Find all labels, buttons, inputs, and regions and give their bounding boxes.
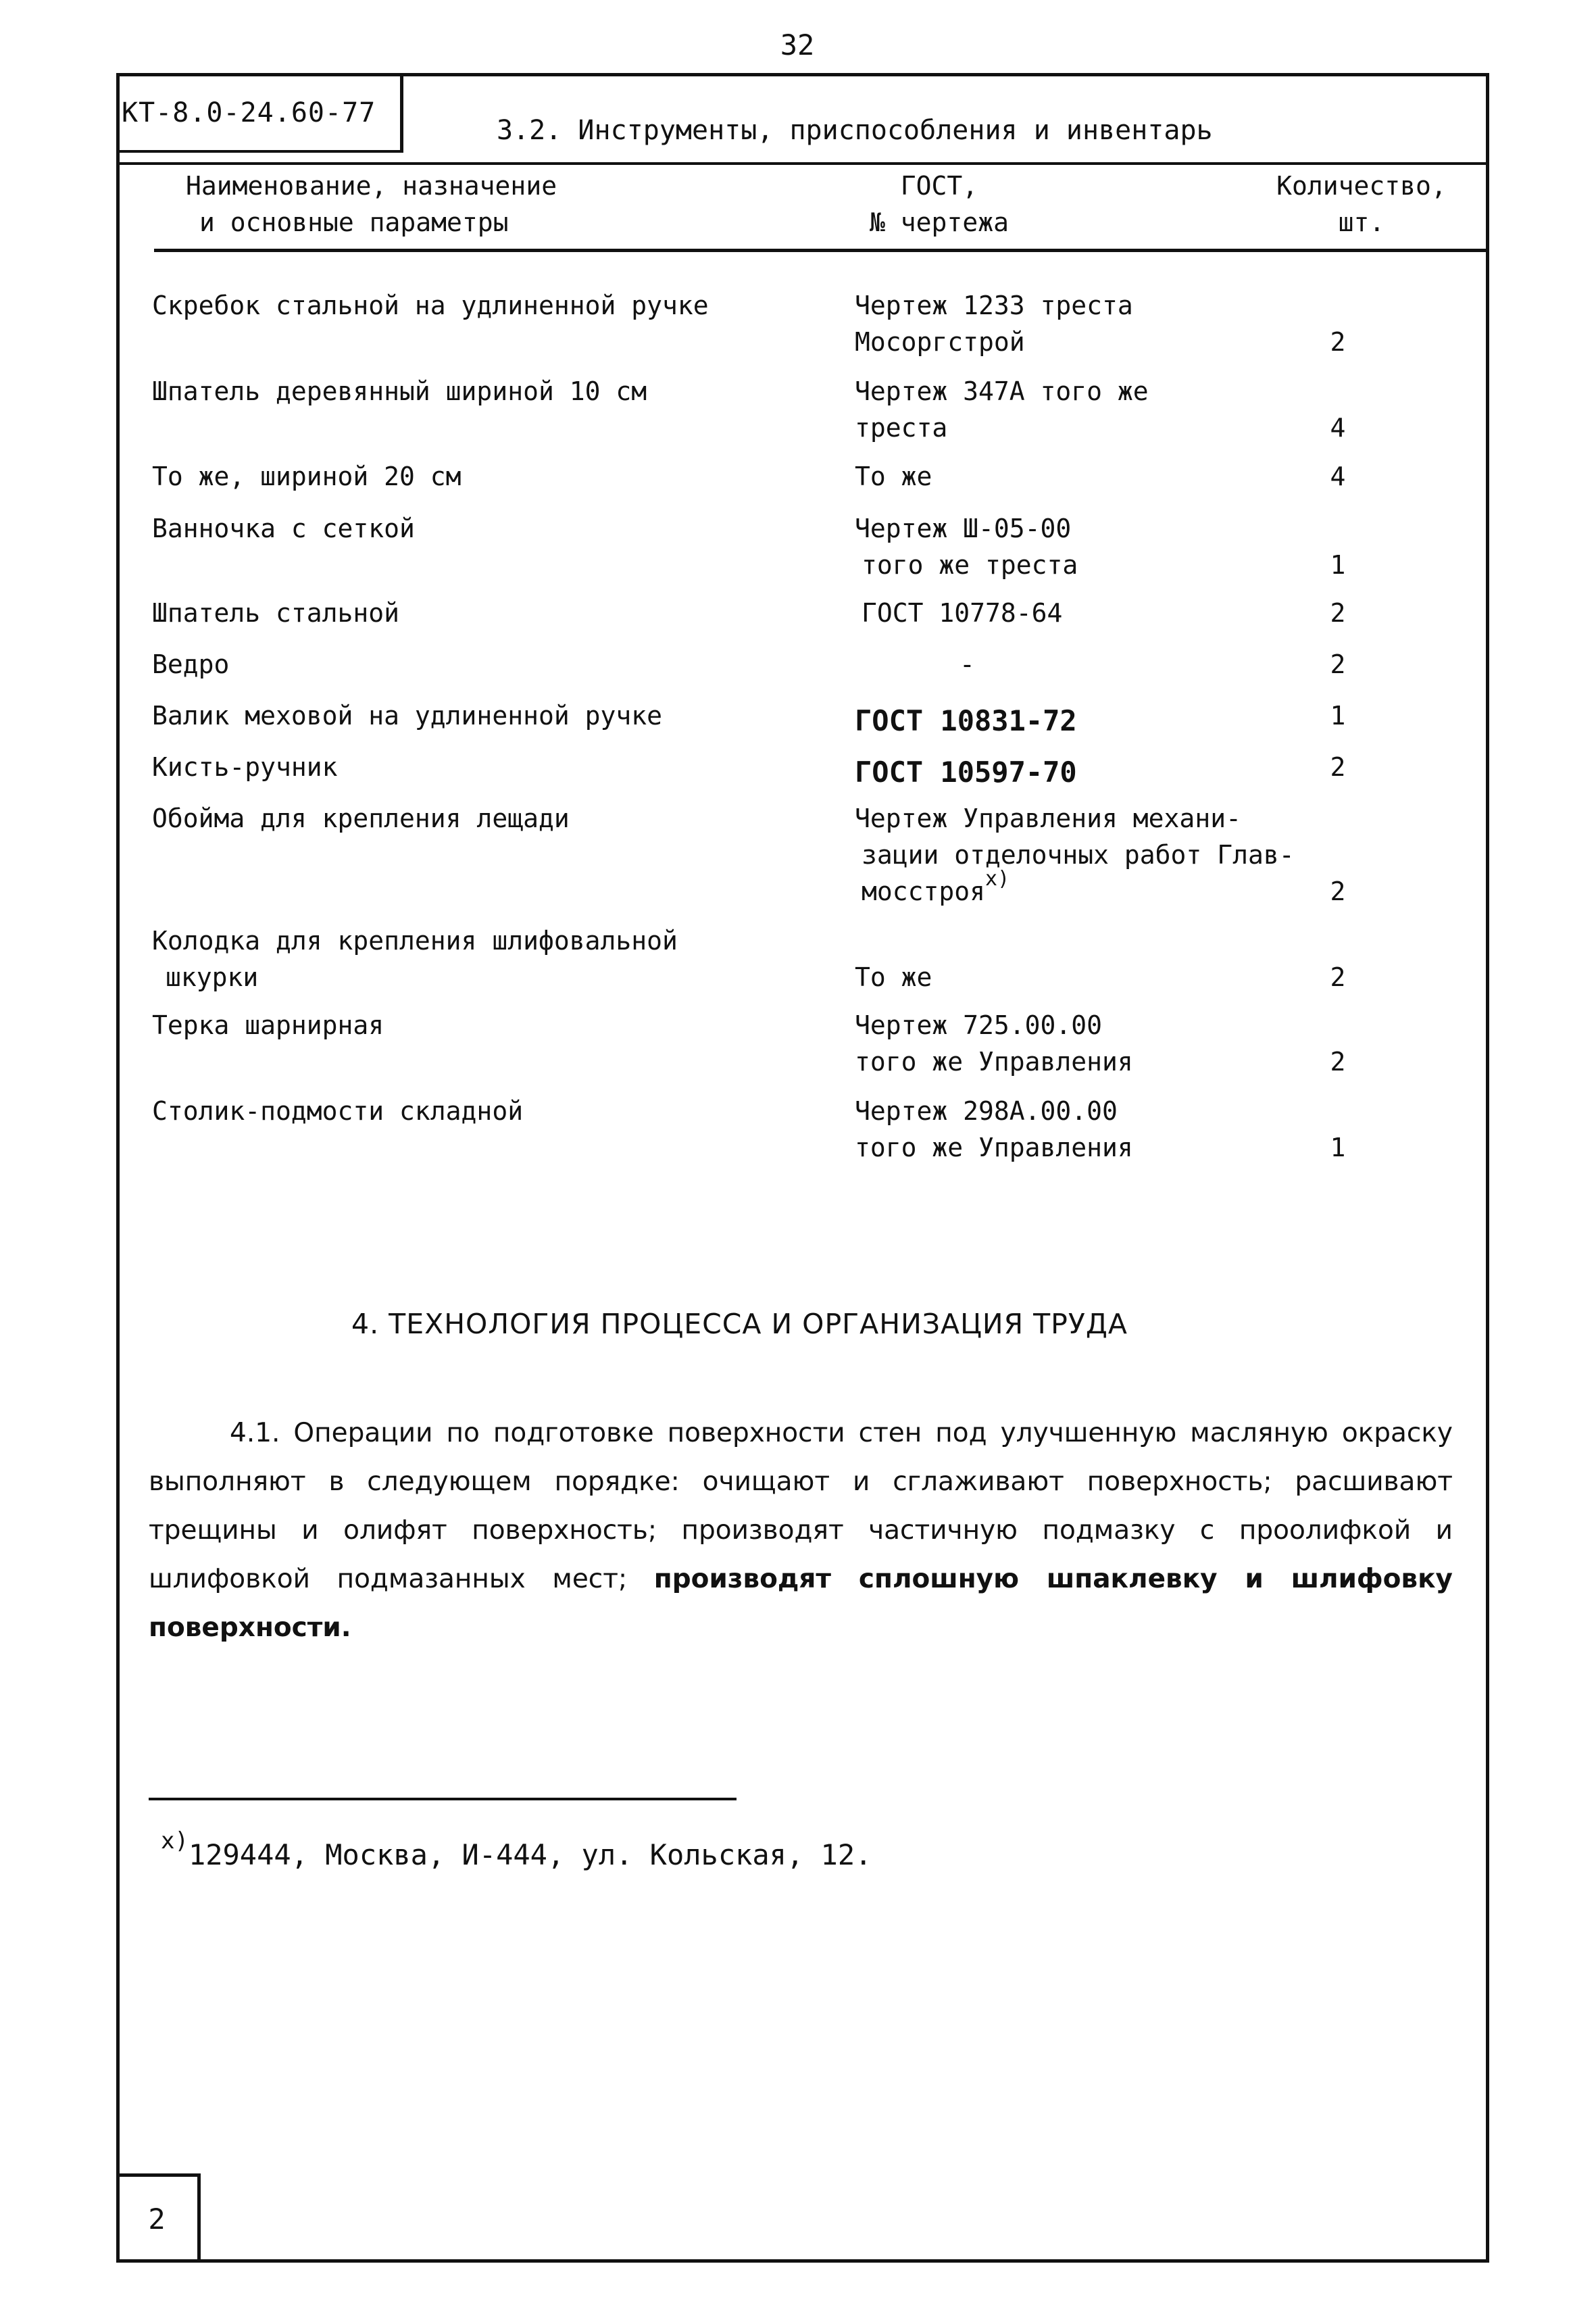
table-row-gost: То же: [855, 962, 932, 992]
table-row-name: Обойма для крепления лещади: [152, 804, 570, 833]
table-row-name: Скребок стальной на удлиненной ручке: [152, 291, 709, 320]
table-row-name: Ванночка с сеткой: [152, 514, 415, 543]
table-row-qty: 2: [1330, 598, 1346, 628]
table-row-qty: 2: [1330, 649, 1346, 679]
table-row-gost: То же: [855, 462, 932, 491]
table-row-gost: Чертеж 725.00.00 того же Управления: [855, 1010, 1133, 1077]
table-row-qty: 4: [1330, 413, 1346, 443]
document-code: КТ-8.0-24.60-77: [116, 73, 403, 153]
table-row-gost: Чертеж 347А того же треста: [855, 376, 1149, 443]
table-row-qty: 1: [1330, 550, 1346, 580]
footnote-marker: х): [161, 1827, 189, 1854]
column-header-name: Наименование, назначение и основные параметры: [186, 171, 557, 237]
section-4-heading: 4. ТЕХНОЛОГИЯ ПРОЦЕССА И ОРГАНИЗАЦИЯ ТРУДА: [351, 1308, 1128, 1340]
title-block-divider: [116, 162, 1489, 165]
table-row-qty: 2: [1330, 962, 1346, 992]
paragraph-text: 4.1. Операции по подготовке поверхности стен под улучшенную масляную окраску выполняют в следующем порядке: очищают и сглаживают поверхность; расшивают трещины и олифят поверхность; производят частичную подмазку с проолифкой и шлифовкой подмазанных мест;: [149, 1418, 1453, 1594]
footnote: [161, 1827, 872, 1871]
table-row-qty: 4: [1330, 462, 1346, 491]
table-row-qty: 1: [1330, 701, 1346, 731]
table-row-name: Шпатель деревянный шириной 10 см: [152, 376, 647, 406]
table-row-name: Колодка для крепления шлифовальной шкурки: [152, 926, 678, 992]
table-row-gost: Чертеж 1233 треста Мосоргстрой: [855, 291, 1133, 357]
table-row-gost: Чертеж Ш-05-00 того же треста: [855, 514, 1078, 580]
table-row-name: Валик меховой на удлиненной ручке: [152, 701, 662, 731]
table-row-gost: ГОСТ 10778-64: [862, 598, 1063, 628]
table-row-qty: 2: [1330, 752, 1346, 782]
table-row-qty: 2: [1330, 1047, 1346, 1077]
table-row-gost: Чертеж Управления механи- зации отделочных работ Глав- мосстроя$^{х)}$: [855, 804, 1295, 906]
table-row-gost: ГОСТ 10597-70: [855, 756, 1077, 789]
table-row-qty: 2: [1330, 877, 1346, 906]
table-row-name: Терка шарнирная: [152, 1010, 384, 1040]
table-header-rule: [154, 249, 1487, 252]
table-row-qty: 1: [1330, 1133, 1346, 1162]
column-header-quantity: Количество, шт.: [1276, 171, 1447, 237]
table-row-gost: -: [959, 649, 975, 679]
table-row-name: Шпатель стальной: [152, 598, 400, 628]
page-number: 32: [780, 28, 815, 61]
paragraph-bold-tail: производят сплошную шпаклевку и шлифовку поверхности.: [149, 1564, 1453, 1643]
footnote-text: 129444, Москва, И-444, ул. Кольская, 12.: [188, 1838, 872, 1871]
body-paragraph: [149, 1409, 1453, 1652]
section-title: 3.2. Инструменты, приспособления и инвентарь: [497, 115, 1213, 146]
table-row-gost: Чертеж 298А.00.00 того же Управления: [855, 1096, 1133, 1162]
footnote-mark: х): [985, 867, 1010, 891]
footnote-rule: [149, 1798, 737, 1800]
table-row-name: Столик-подмости складной: [152, 1096, 524, 1126]
column-header-gost: ГОСТ, № чертежа: [870, 171, 1009, 237]
sheet-number: 2: [116, 2173, 201, 2263]
table-row-name: Ведро: [152, 649, 230, 679]
table-row-name: Кисть-ручник: [152, 752, 338, 782]
table-row-gost: ГОСТ 10831-72: [855, 704, 1077, 737]
table-row-qty: 2: [1330, 327, 1346, 357]
table-row-name: То же, шириной 20 см: [152, 462, 462, 491]
